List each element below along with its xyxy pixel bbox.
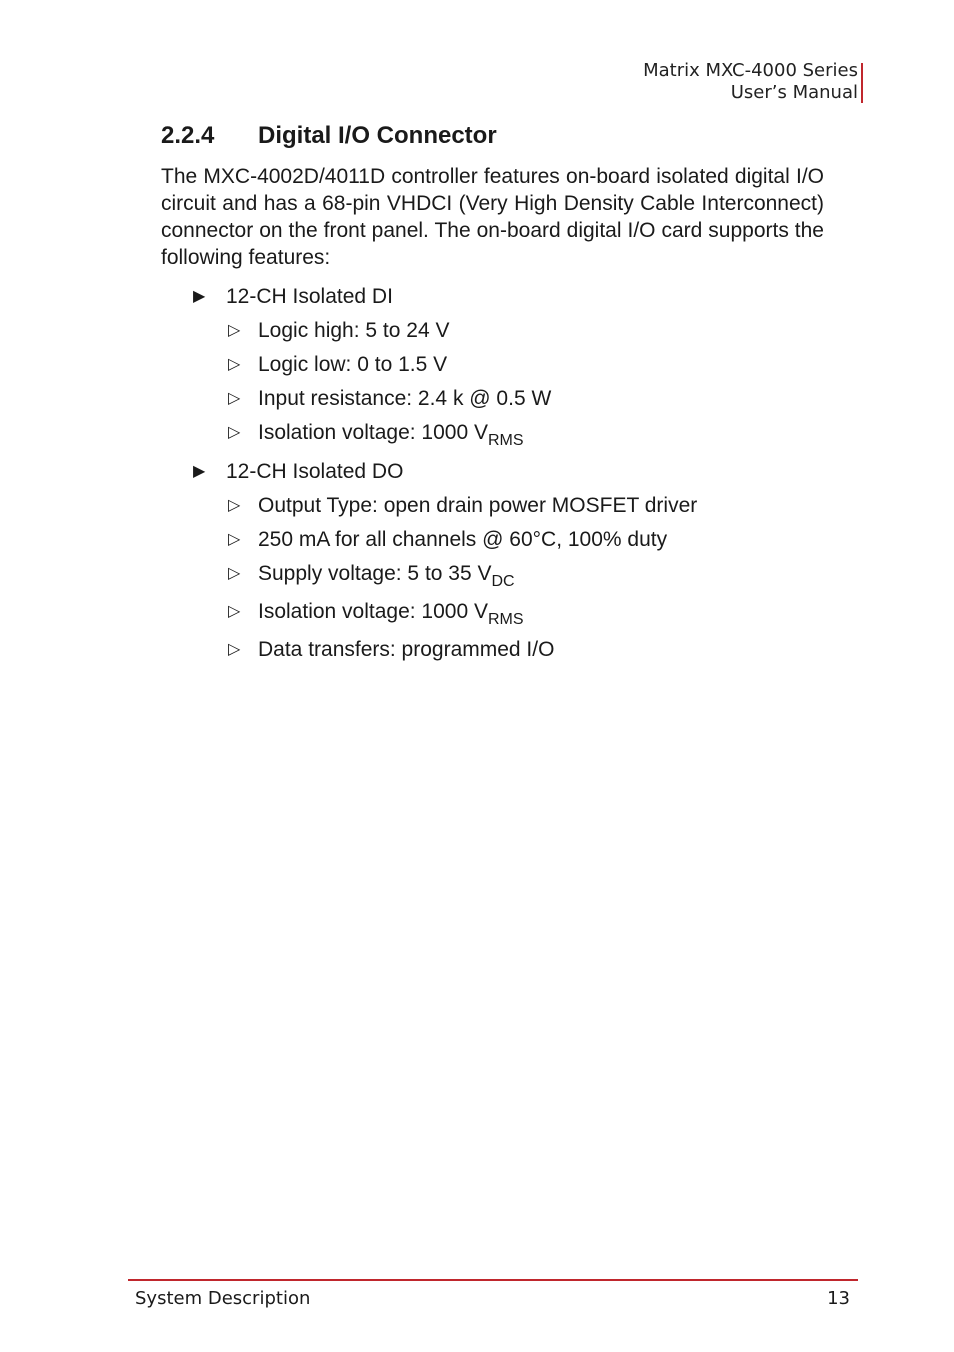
do-output-type: Output Type: open drain power MOSFET driver: [258, 494, 698, 517]
do-current: 250 mA for all channels @ 60°C, 100% duty: [258, 528, 668, 551]
list-item: [228, 419, 524, 449]
do-data-transfers: Data transfers: programmed I/O: [258, 638, 555, 661]
di-input-resistance: Input resistance: 2.4 k @ 0.5 W: [258, 387, 552, 410]
header-manual: User’s Manual: [730, 82, 858, 103]
outline-triangle-bullet-icon: ▷: [228, 603, 241, 620]
footer-chapter: System Description: [135, 1288, 311, 1309]
section-number: 2.2.4: [161, 122, 215, 149]
footer-rule: [128, 1279, 858, 1281]
do-label: 12-CH Isolated DO: [226, 460, 404, 483]
outline-triangle-bullet-icon: ▷: [228, 565, 241, 582]
outline-triangle-bullet-icon: ▷: [228, 424, 241, 441]
list-item: [228, 385, 552, 412]
di-isolation-voltage: Isolation voltage: 1000 V: [258, 421, 488, 444]
list-item-di: [193, 283, 393, 310]
solid-triangle-bullet-icon: ▶: [193, 288, 206, 305]
section-heading: [161, 121, 497, 151]
di-isolation-unit: RMS: [488, 432, 524, 449]
running-header: [643, 60, 858, 104]
list-item: [228, 636, 555, 663]
outline-triangle-bullet-icon: ▷: [228, 497, 241, 514]
intro-paragraph: The MXC-4002D/4011D controller features on-board isolated digital I/O circuit and has a 68-pin VHDCI (Very High Density Cable Interconnect) connector on the front panel. The on-board digital I/O card supports the following features:: [161, 165, 824, 269]
solid-triangle-bullet-icon: ▶: [193, 463, 206, 480]
header-accent-bar: [861, 63, 863, 103]
list-item: [228, 526, 668, 553]
outline-triangle-bullet-icon: ▷: [228, 390, 241, 407]
do-isolation-voltage: Isolation voltage: 1000 V: [258, 600, 488, 623]
list-item: [228, 560, 515, 590]
list-item: [228, 492, 698, 519]
outline-triangle-bullet-icon: ▷: [228, 322, 241, 339]
do-isolation-unit: RMS: [488, 611, 524, 628]
do-supply-unit: DC: [491, 573, 515, 590]
list-item: [228, 598, 524, 628]
section-title: Digital I/O Connector: [258, 122, 497, 149]
list-item: [228, 351, 448, 378]
di-logic-high: Logic high: 5 to 24 V: [258, 319, 450, 342]
di-logic-low: Logic low: 0 to 1.5 V: [258, 353, 448, 376]
list-item: [228, 317, 450, 344]
list-item-do: [193, 458, 404, 485]
di-label: 12-CH Isolated DI: [226, 285, 393, 308]
do-supply-voltage: Supply voltage: 5 to 35 V: [258, 562, 492, 585]
outline-triangle-bullet-icon: ▷: [228, 356, 241, 373]
header-series: Matrix MXC-4000 Series: [643, 60, 858, 81]
page-number: 13: [827, 1288, 850, 1309]
outline-triangle-bullet-icon: ▷: [228, 531, 241, 548]
outline-triangle-bullet-icon: ▷: [228, 641, 241, 658]
